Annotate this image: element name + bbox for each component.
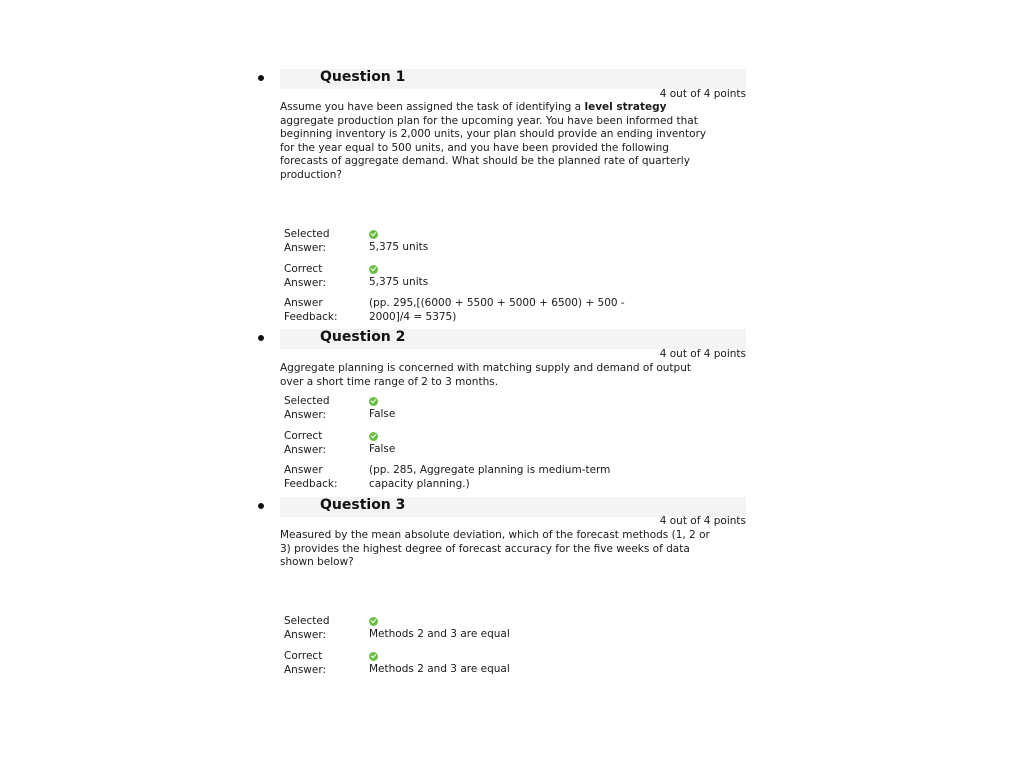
correct-check-icon	[369, 265, 378, 274]
correct-check-icon	[369, 652, 378, 661]
correct-answer-value: Methods 2 and 3 are equal	[369, 663, 510, 675]
correct-answer-label: Correct Answer:	[284, 430, 327, 456]
selected-answer-value: Methods 2 and 3 are equal	[369, 628, 510, 640]
question-title: Question 3	[320, 497, 406, 513]
selected-answer-label: Selected Answer:	[284, 615, 330, 641]
question-title: Question 2	[320, 329, 406, 345]
selected-answer-label: Selected Answer:	[284, 228, 330, 254]
question-text: Assume you have been assigned the task of identifying a level strategy aggregate production plan for the upcoming year. You have been informed that beginning inventory is 2,000 units, your plan should provide an ending inventory for the year equal to 500 units, and you have been provided the following forecasts of aggregate demand. What should be the planned rate of quarterly production?	[280, 101, 707, 181]
selected-answer-label: Selected Answer:	[284, 395, 330, 421]
correct-check-icon	[369, 397, 378, 406]
correct-answer-label: Correct Answer:	[284, 650, 327, 676]
question-text-bold: level strategy	[584, 101, 667, 113]
correct-check-icon	[369, 230, 378, 239]
bullet-icon	[258, 75, 264, 81]
question-title: Question 1	[320, 69, 406, 85]
answer-feedback-label: Answer Feedback:	[284, 297, 338, 323]
correct-answer-value: False	[369, 443, 396, 455]
question-points: 4 out of 4 points	[659, 515, 746, 527]
correct-check-icon	[369, 617, 378, 626]
selected-answer-value: 5,375 units	[369, 241, 429, 253]
correct-answer-value: 5,375 units	[369, 276, 429, 288]
question-text: Aggregate planning is concerned with matching supply and demand of output over a short time range of 2 to 3 months.	[280, 362, 691, 388]
question-points: 4 out of 4 points	[659, 348, 746, 360]
answer-feedback-value: (pp. 285, Aggregate planning is medium-term capacity planning.)	[369, 464, 611, 490]
bullet-icon	[258, 503, 264, 509]
correct-answer-label: Correct Answer:	[284, 263, 327, 289]
correct-check-icon	[369, 432, 378, 441]
selected-answer-value: False	[369, 408, 396, 420]
answer-feedback-value: (pp. 295,[(6000 + 5500 + 5000 + 6500) + 500 - 2000]/4 = 5375)	[369, 297, 625, 323]
answer-feedback-label: Answer Feedback:	[284, 464, 338, 490]
bullet-icon	[258, 335, 264, 341]
question-text: Measured by the mean absolute deviation, which of the forecast methods (1, 2 or 3) provides the highest degree of forecast accuracy for the five weeks of data shown below?	[280, 529, 710, 569]
question-points: 4 out of 4 points	[659, 88, 746, 100]
